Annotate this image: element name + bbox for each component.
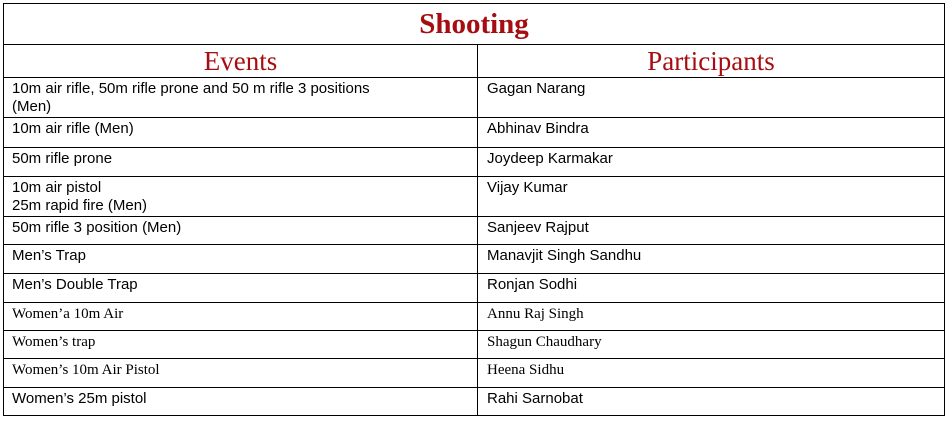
table-title: Shooting — [4, 4, 945, 45]
event-cell — [4, 217, 478, 245]
event-cell — [4, 177, 478, 217]
event-cell — [4, 78, 478, 118]
participant-cell — [478, 331, 945, 359]
table-row — [4, 148, 945, 177]
event-cell — [4, 245, 478, 274]
title-row — [4, 4, 945, 45]
participant-text: Abhinav Bindra — [487, 120, 589, 137]
participant-text: Joydeep Karmakar — [487, 150, 613, 167]
column-header-events: Events — [4, 45, 478, 78]
participant-cell — [478, 217, 945, 245]
participant-cell — [478, 274, 945, 303]
participant-cell — [478, 118, 945, 148]
event-cell — [4, 148, 478, 177]
participant-text: Ronjan Sodhi — [487, 276, 578, 293]
event-cell — [4, 388, 478, 416]
event-text: Women’s trap — [12, 334, 96, 350]
participant-text: Annu Raj Singh — [487, 306, 584, 322]
event-text: 10m air rifle (Men) — [12, 120, 134, 137]
table-row — [4, 177, 945, 217]
participant-cell — [478, 148, 945, 177]
table-row — [4, 118, 945, 148]
table-row — [4, 359, 945, 388]
participant-text: Shagun Chaudhary — [487, 334, 602, 350]
participant-text: Sanjeev Rajput — [487, 219, 589, 236]
event-cell — [4, 118, 478, 148]
participant-cell — [478, 245, 945, 274]
table-row — [4, 303, 945, 331]
participant-text: Heena Sidhu — [487, 362, 565, 378]
shooting-table — [3, 3, 945, 416]
participant-text: Gagan Narang — [487, 80, 586, 97]
column-header-participants: Participants — [478, 45, 945, 78]
participant-text: Rahi Sarnobat — [487, 390, 583, 407]
event-cell — [4, 359, 478, 388]
header-row — [4, 45, 945, 78]
participant-cell — [478, 78, 945, 118]
event-text: 10m air pistol 25m rapid fire (Men) — [12, 179, 148, 214]
event-text: Women’s 25m pistol — [12, 390, 147, 407]
event-cell — [4, 303, 478, 331]
event-text: Women’a 10m Air — [12, 306, 124, 322]
table-row — [4, 274, 945, 303]
event-text: Women’s 10m Air Pistol — [12, 362, 160, 378]
event-text: Men’s Double Trap — [12, 276, 138, 293]
event-text: Men’s Trap — [12, 247, 86, 264]
table-row — [4, 331, 945, 359]
table-row — [4, 217, 945, 245]
event-cell — [4, 274, 478, 303]
participant-cell — [478, 177, 945, 217]
table-row — [4, 78, 945, 118]
participant-text: Vijay Kumar — [487, 179, 568, 196]
event-cell — [4, 331, 478, 359]
participant-cell — [478, 303, 945, 331]
event-text: 50m rifle 3 position (Men) — [12, 219, 182, 236]
participant-text: Manavjit Singh Sandhu — [487, 247, 642, 264]
event-text: 50m rifle prone — [12, 150, 113, 167]
table-row — [4, 388, 945, 416]
participant-cell — [478, 359, 945, 388]
event-text: 10m air rifle, 50m rifle prone and 50 m rifle 3 positions (Men) — [12, 80, 370, 115]
table-row — [4, 245, 945, 274]
participant-cell — [478, 388, 945, 416]
